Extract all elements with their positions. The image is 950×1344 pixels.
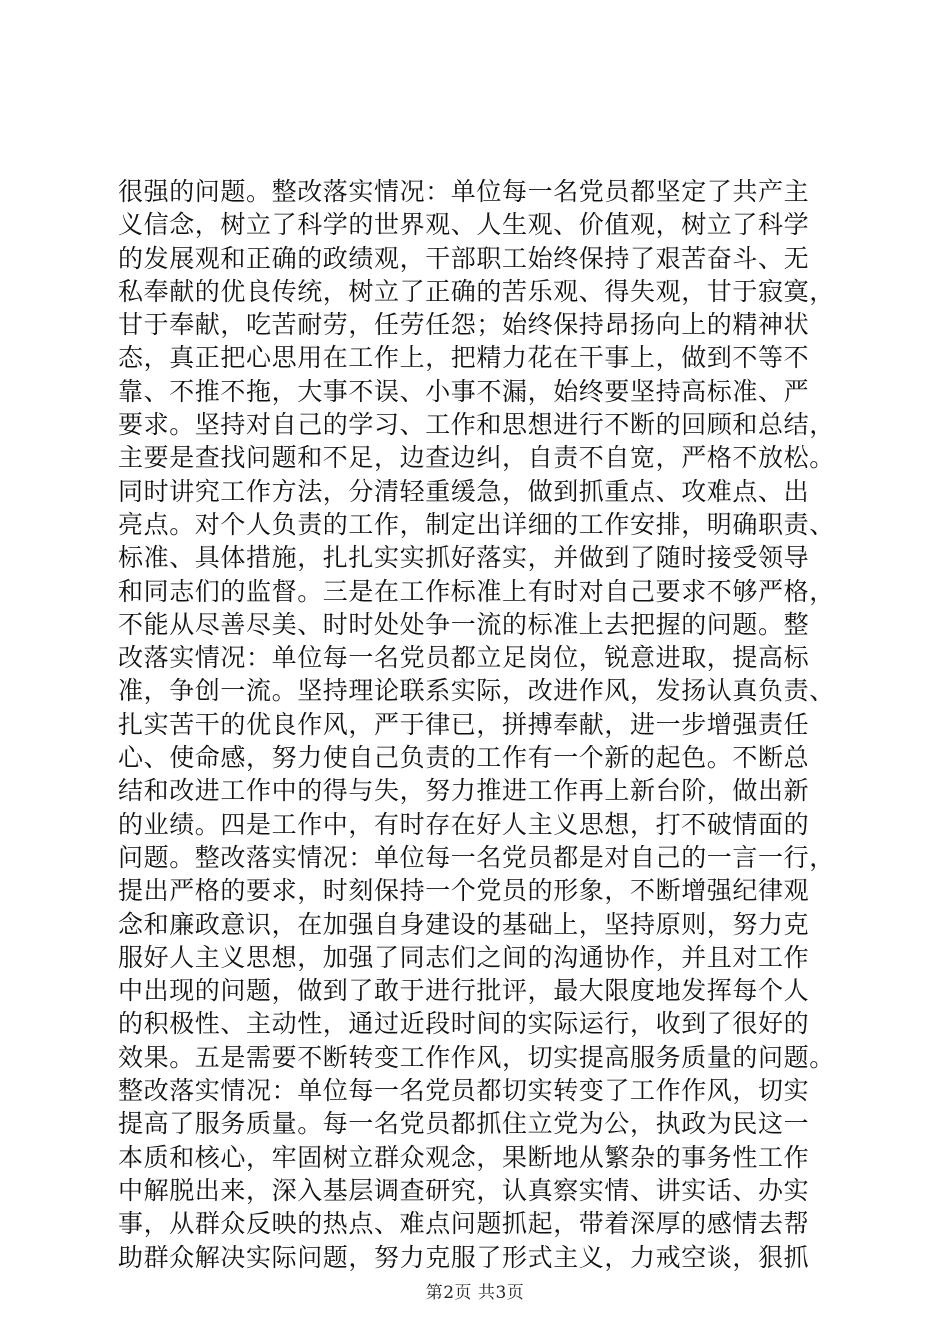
- text-line: 整改落实情况：单位每一名党员都切实转变了工作作风，切实: [118, 1076, 810, 1106]
- text-line: 服好人主义思想，加强了同志们之间的沟通协作，并且对工作: [118, 942, 810, 972]
- text-line: 同时讲究工作方法，分清轻重缓急，做到抓重点、攻难点、出: [118, 476, 810, 506]
- text-line: 事，从群众反映的热点、难点问题抓起，带着深厚的感情去帮: [118, 1209, 810, 1239]
- text-line: 和同志们的监督。三是在工作标准上有时对自己要求不够严格，: [118, 576, 835, 606]
- text-line: 不能从尽善尽美、时时处处争一流的标准上去把握的问题。整: [118, 609, 810, 639]
- text-line: 提高了服务质量。每一名党员都抓住立党为公，执政为民这一: [118, 1109, 810, 1139]
- text-line: 标准、具体措施，扎扎实实抓好落实，并做到了随时接受领导: [118, 543, 810, 573]
- text-line: 要求。坚持对自己的学习、工作和思想进行不断的回顾和总结，: [118, 410, 835, 440]
- text-line: 心、使命感，努力使自己负责的工作有一个新的起色。不断总: [118, 743, 810, 773]
- page-footer: 第2页 共3页: [425, 1283, 525, 1303]
- text-line: 中出现的问题，做到了敢于进行批评，最大限度地发挥每个人: [118, 976, 810, 1006]
- text-line: 的积极性、主动性，通过近段时间的实际运行，收到了很好的: [118, 1009, 810, 1039]
- text-line: 中解脱出来，深入基层调查研究，认真察实情、讲实话、办实: [118, 1175, 810, 1205]
- text-line: 甘于奉献，吃苦耐劳，任劳任怨；始终保持昂扬向上的精神状: [118, 310, 810, 340]
- text-line: 改落实情况：单位每一名党员都立足岗位，锐意进取，提高标: [118, 643, 810, 673]
- text-line: 本质和核心，牢固树立群众观念，果断地从繁杂的事务性工作: [118, 1142, 810, 1172]
- text-line: 义信念，树立了科学的世界观、人生观、价值观，树立了科学: [118, 210, 810, 240]
- text-line: 靠、不推不拖，大事不误、小事不漏，始终要坚持高标准、严: [118, 376, 810, 406]
- text-line: 主要是查找问题和不足，边查边纠，自责不自宽，严格不放松。: [118, 443, 835, 473]
- text-line: 助群众解决实际问题，努力克服了形式主义，力戒空谈，狠抓: [118, 1242, 810, 1272]
- text-line: 念和廉政意识，在加强自身建设的基础上，坚持原则，努力克: [118, 909, 810, 939]
- text-line: 扎实苦干的优良作风，严于律已，拼搏奉献，进一步增强责任: [118, 709, 810, 739]
- text-line: 态，真正把心思用在工作上，把精力花在干事上，做到不等不: [118, 343, 810, 373]
- text-line: 很强的问题。整改落实情况：单位每一名党员都坚定了共产主: [118, 177, 810, 206]
- text-line: 的业绩。四是工作中，有时存在好人主义思想，打不破情面的: [118, 809, 810, 839]
- text-line: 的发展观和正确的政绩观，干部职工始终保持了艰苦奋斗、无: [118, 243, 810, 273]
- text-line: 结和改进工作中的得与失，努力推进工作再上新台阶，做出新: [118, 776, 810, 806]
- text-line: 亮点。对个人负责的工作，制定出详细的工作安排，明确职责、: [118, 509, 835, 539]
- text-line: 准，争创一流。坚持理论联系实际，改进作风，发扬认真负责、: [118, 676, 835, 706]
- text-line: 效果。五是需要不断转变工作作风，切实提高服务质量的问题。: [118, 1042, 835, 1072]
- text-line: 私奉献的优良传统，树立了正确的苦乐观、得失观，甘于寂寞，: [118, 276, 835, 306]
- text-line: 问题。整改落实情况：单位每一名党员都是对自己的一言一行，: [118, 842, 835, 872]
- document-body: [118, 175, 838, 1274]
- text-line: 提出严格的要求，时刻保持一个党员的形象，不断增强纪律观: [118, 876, 810, 906]
